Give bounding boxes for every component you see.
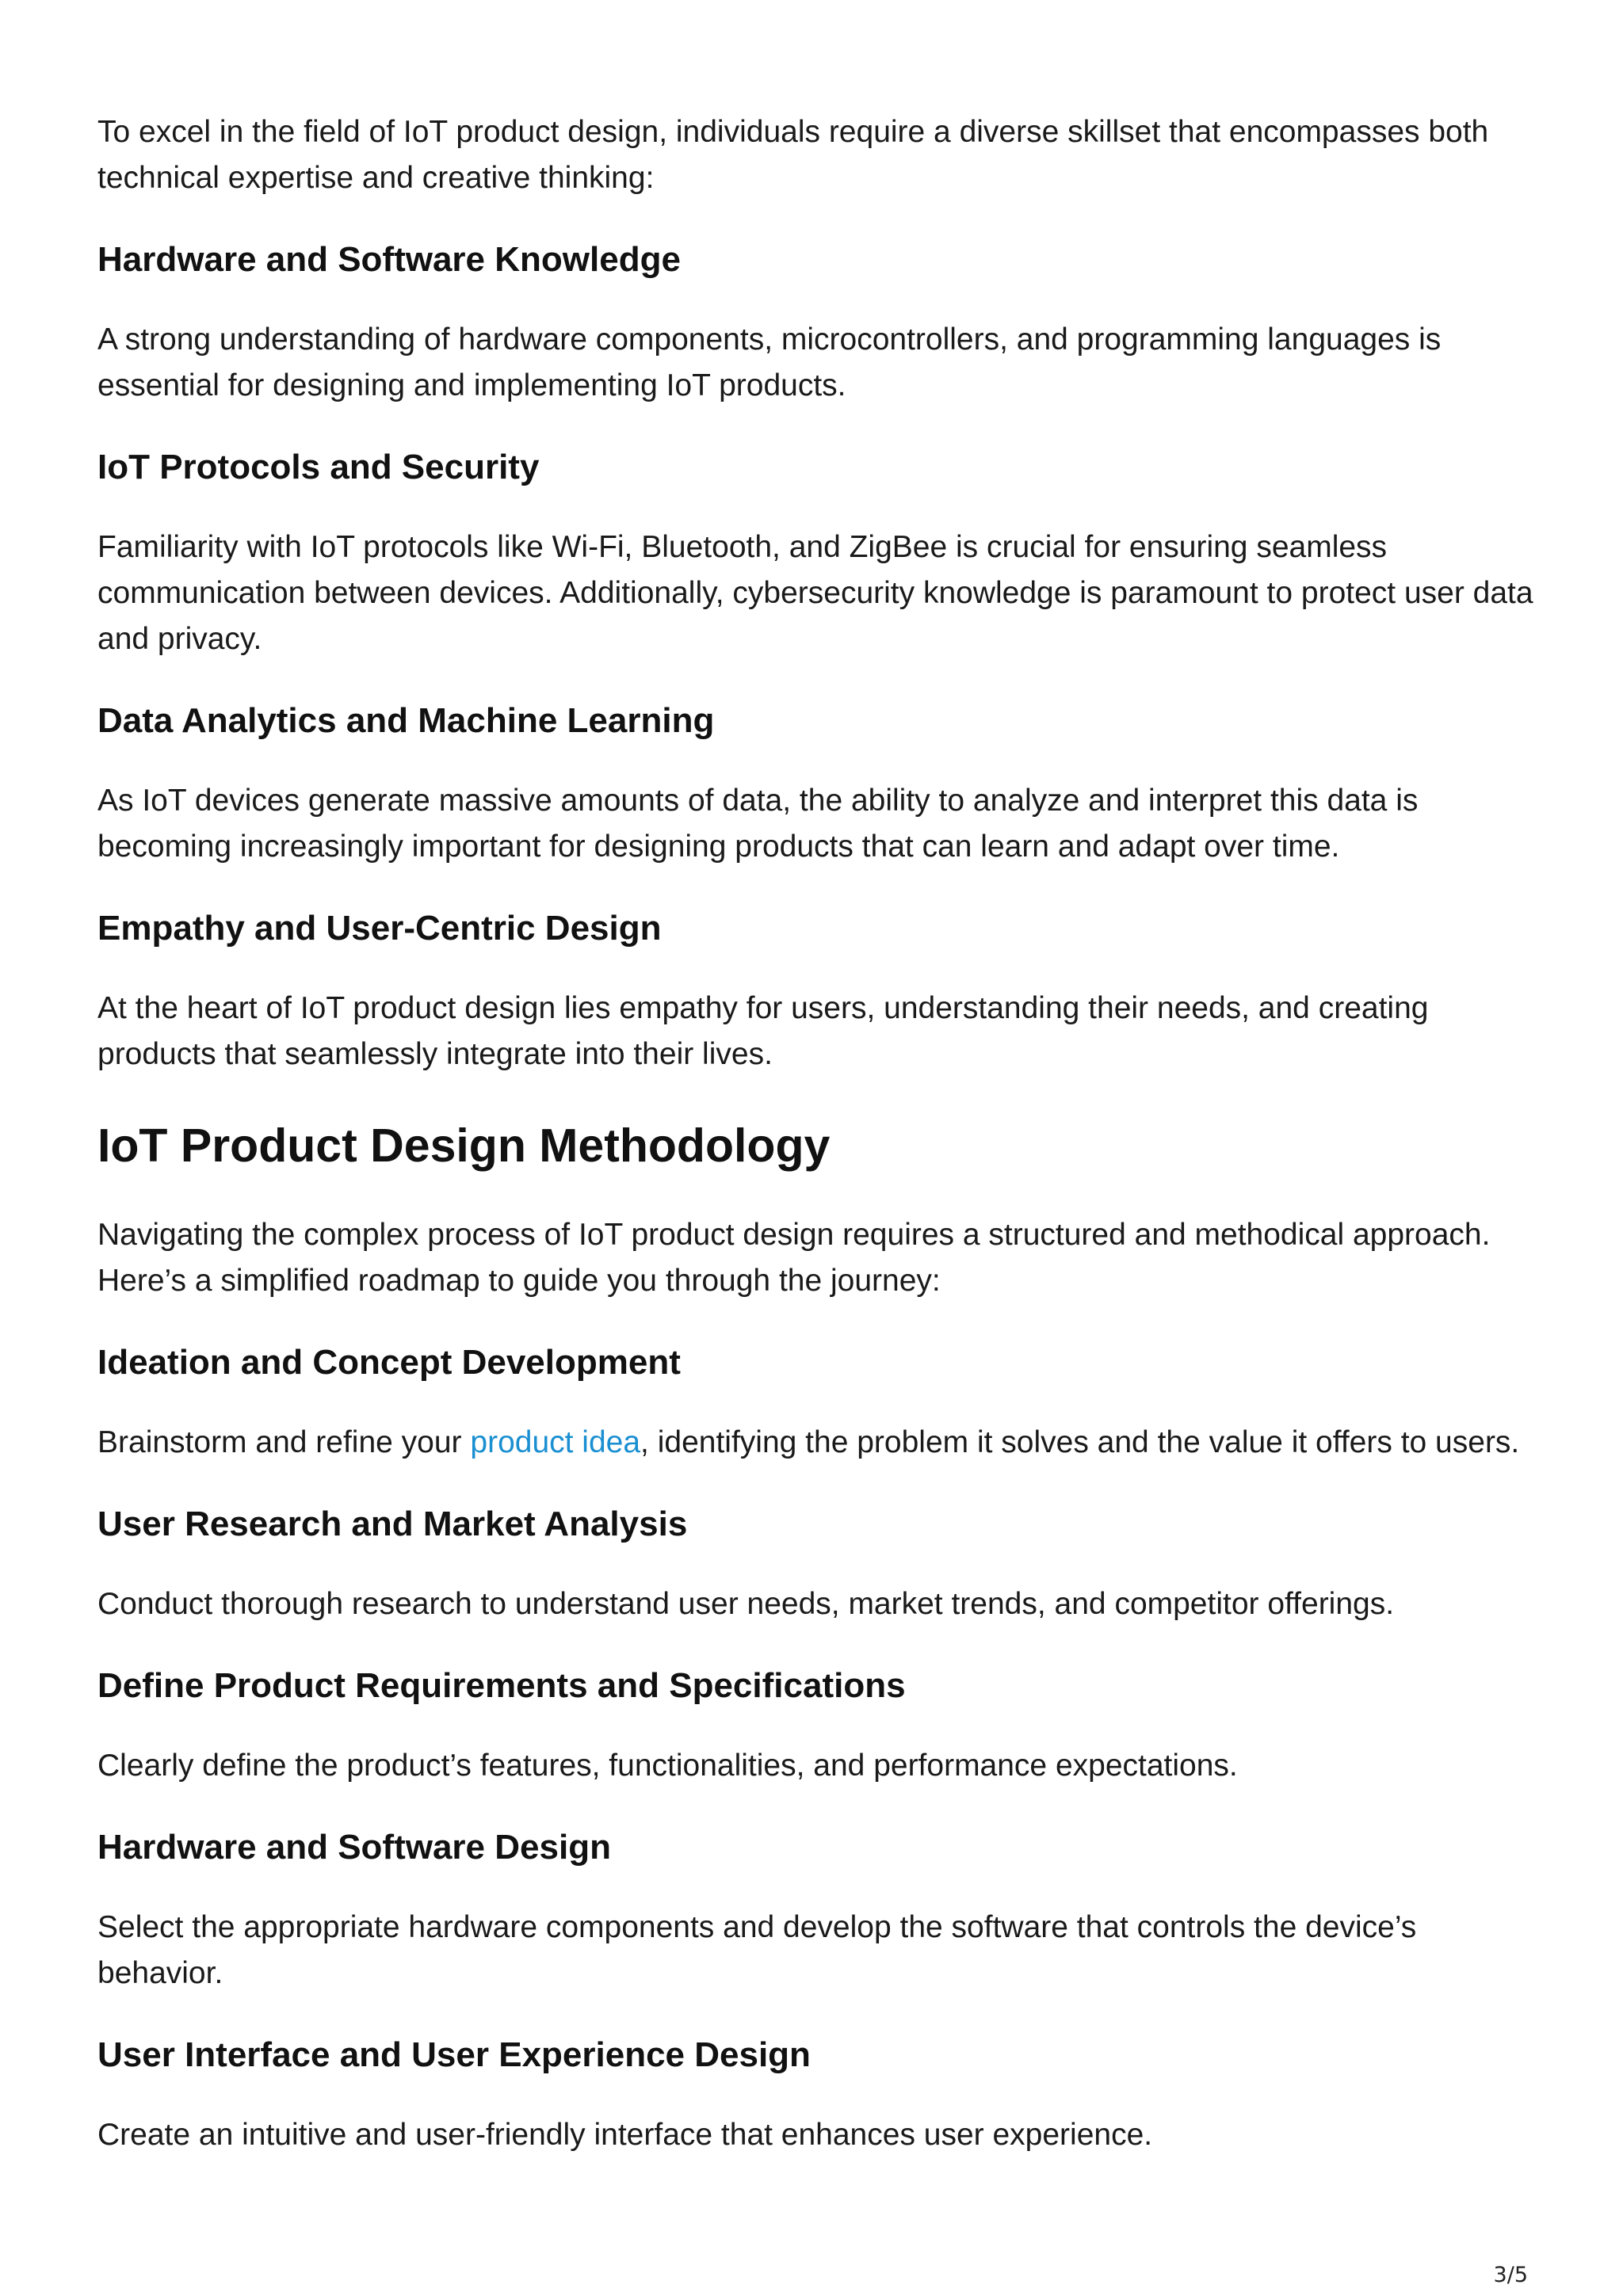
step-text-requirements: Clearly define the product’s features, functionalities, and performance expectations. (97, 1749, 1238, 1783)
step-heading-user-research: User Research and Market Analysis (97, 1505, 688, 1543)
skill-heading-empathy: Empathy and User-Centric Design (97, 909, 662, 948)
page-number: 3/5 (1493, 2263, 1528, 2287)
skill-text-hardware-software: A strong understanding of hardware components, microcontrollers, and programming languages is essential for designing and implementing IoT products. (97, 322, 1442, 402)
step-text-ui-ux: Create an intuitive and user-friendly interface that enhances user experience. (97, 2118, 1153, 2152)
step-text-hw-sw-design: Select the appropriate hardware components and develop the software that controls the device’s behavior. (97, 1910, 1417, 1990)
step-text-ideation-after: , identifying the problem it solves and the value it offers to users. (640, 1425, 1520, 1459)
intro-paragraph: To excel in the field of IoT product design, individuals require a diverse skillset that encompasses both technical expertise and creative thinking: (97, 115, 1489, 195)
step-text-ideation-before: Brainstorm and refine your (97, 1425, 471, 1459)
step-text-ideation (97, 1420, 1540, 1466)
section-title-methodology: IoT Product Design Methodology (97, 1119, 831, 1172)
skill-heading-hardware-software: Hardware and Software Knowledge (97, 240, 681, 279)
step-text-user-research: Conduct thorough research to understand user needs, market trends, and competitor offerings. (97, 1587, 1395, 1621)
step-heading-hw-sw-design: Hardware and Software Design (97, 1828, 611, 1867)
skill-heading-data-analytics: Data Analytics and Machine Learning (97, 701, 715, 740)
skill-heading-protocols-security: IoT Protocols and Security (97, 448, 540, 486)
methodology-intro: Navigating the complex process of IoT product design requires a structured and methodical approach. Here’s a simplified roadmap to guide you through the journey: (97, 1218, 1491, 1298)
step-heading-ideation: Ideation and Concept Development (97, 1343, 681, 1382)
step-heading-requirements: Define Product Requirements and Specifications (97, 1666, 906, 1705)
skill-text-empathy: At the heart of IoT product design lies empathy for users, understanding their needs, and creating products that seamlessly integrate into their lives. (97, 991, 1429, 1071)
skill-text-data-analytics: As IoT devices generate massive amounts of data, the ability to analyze and interpret this data is becoming increasingly important for designing products that can learn and adapt over time. (97, 784, 1419, 864)
product-idea-link[interactable]: product idea (470, 1425, 641, 1459)
document-page (97, 109, 1540, 2158)
skill-text-protocols-security: Familiarity with IoT protocols like Wi-Fi, Bluetooth, and ZigBee is crucial for ensuring seamless communication between devices. Additionally, cybersecurity knowledge is paramount to protect user data and privacy. (97, 530, 1533, 656)
step-heading-ui-ux: User Interface and User Experience Design (97, 2035, 811, 2074)
